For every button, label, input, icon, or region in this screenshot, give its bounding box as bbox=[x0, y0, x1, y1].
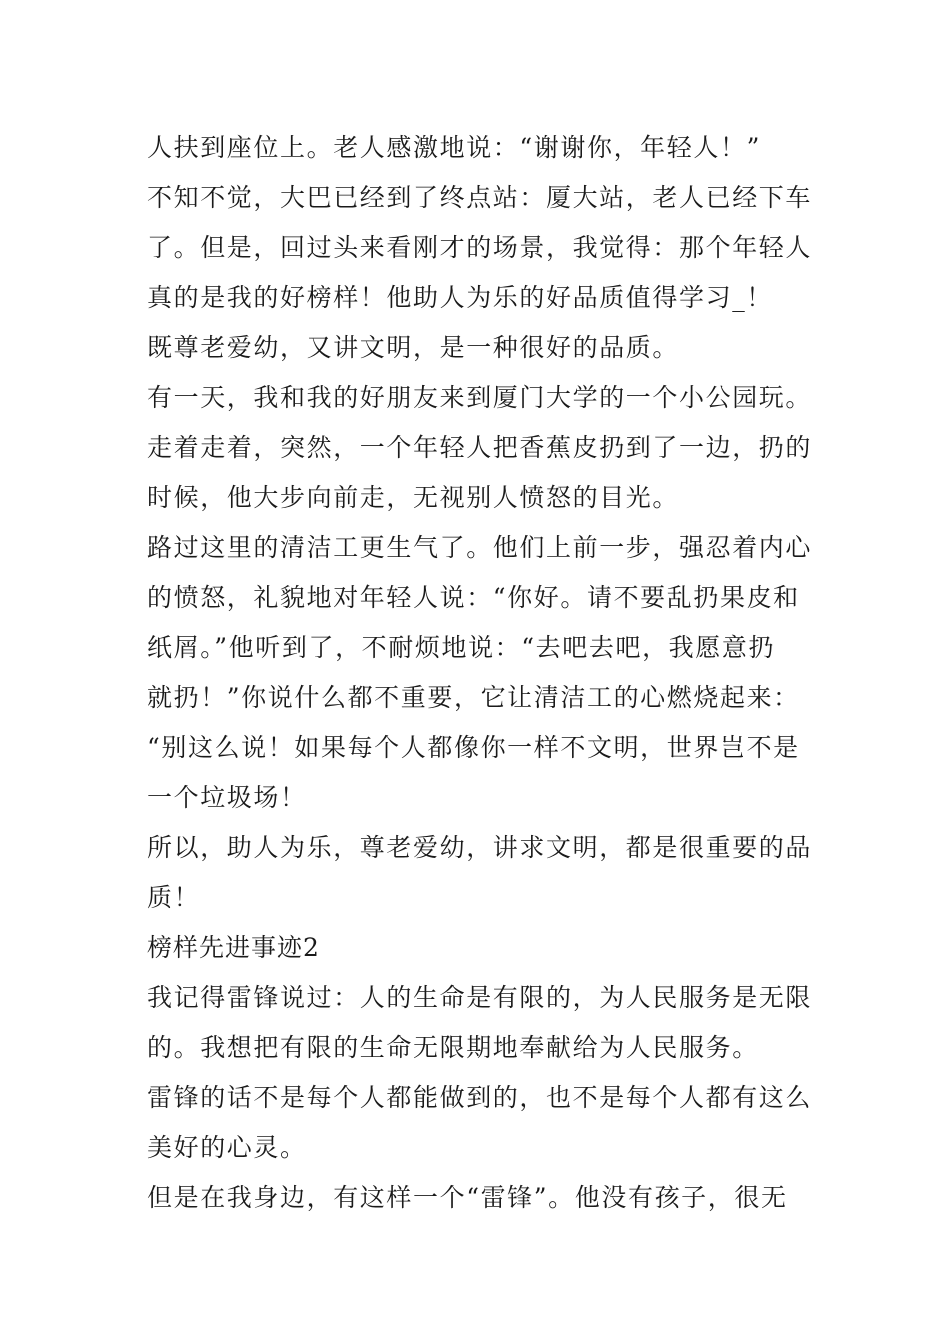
text-line-21: 美好的心灵。 bbox=[147, 1133, 307, 1162]
section-heading: 榜样先进事迹2 bbox=[147, 933, 320, 962]
text-line-12: 就扔！”你说什么都不重要，它让清洁工的心燃烧起来： bbox=[147, 683, 800, 712]
text-line-14: 一个垃圾场！ bbox=[147, 783, 307, 812]
text-line-8: 时候，他大步向前走，无视别人愤怒的目光。 bbox=[147, 483, 680, 512]
text-line-18: 我记得雷锋说过：人的生命是有限的，为人民服务是无限 bbox=[147, 983, 813, 1012]
text-line-7: 走着走着，突然，一个年轻人把香蕉皮扔到了一边，扔的 bbox=[147, 433, 813, 462]
text-line-6: 有一天，我和我的好朋友来到厦门大学的一个小公园玩。 bbox=[147, 383, 813, 412]
text-line-11: 纸屑。”他听到了，不耐烦地说：“去吧去吧，我愿意扔 bbox=[147, 633, 776, 662]
text-line-4: 真的是我的好榜样！他助人为乐的好品质值得学习_！ bbox=[147, 283, 773, 312]
text-line-20: 雷锋的话不是每个人都能做到的，也不是每个人都有这么 bbox=[147, 1083, 813, 1112]
text-line-2: 不知不觉，大巴已经到了终点站：厦大站，老人已经下车 bbox=[147, 183, 813, 212]
text-line-1: 人扶到座位上。老人感激地说：“谢谢你，年轻人！” bbox=[147, 133, 761, 162]
text-line-15: 所以，助人为乐，尊老爱幼，讲求文明，都是很重要的品 bbox=[147, 833, 813, 862]
text-line-19: 的。我想把有限的生命无限期地奉献给为人民服务。 bbox=[147, 1033, 759, 1062]
text-line-16: 质！ bbox=[147, 883, 201, 912]
text-line-5: 既尊老爱幼，又讲文明，是一种很好的品质。 bbox=[147, 333, 680, 362]
text-line-22: 但是在我身边，有这样一个“雷锋”。他没有孩子，很无 bbox=[147, 1183, 788, 1212]
text-line-10: 的愤怒，礼貌地对年轻人说：“你好。请不要乱扔果皮和 bbox=[147, 583, 800, 612]
text-line-13: “别这么说！如果每个人都像你一样不文明，世界岂不是 bbox=[147, 733, 800, 762]
text-line-3: 了。但是，回过头来看刚才的场景，我觉得：那个年轻人 bbox=[147, 233, 813, 262]
text-line-9: 路过这里的清洁工更生气了。他们上前一步，强忍着内心 bbox=[147, 533, 813, 562]
